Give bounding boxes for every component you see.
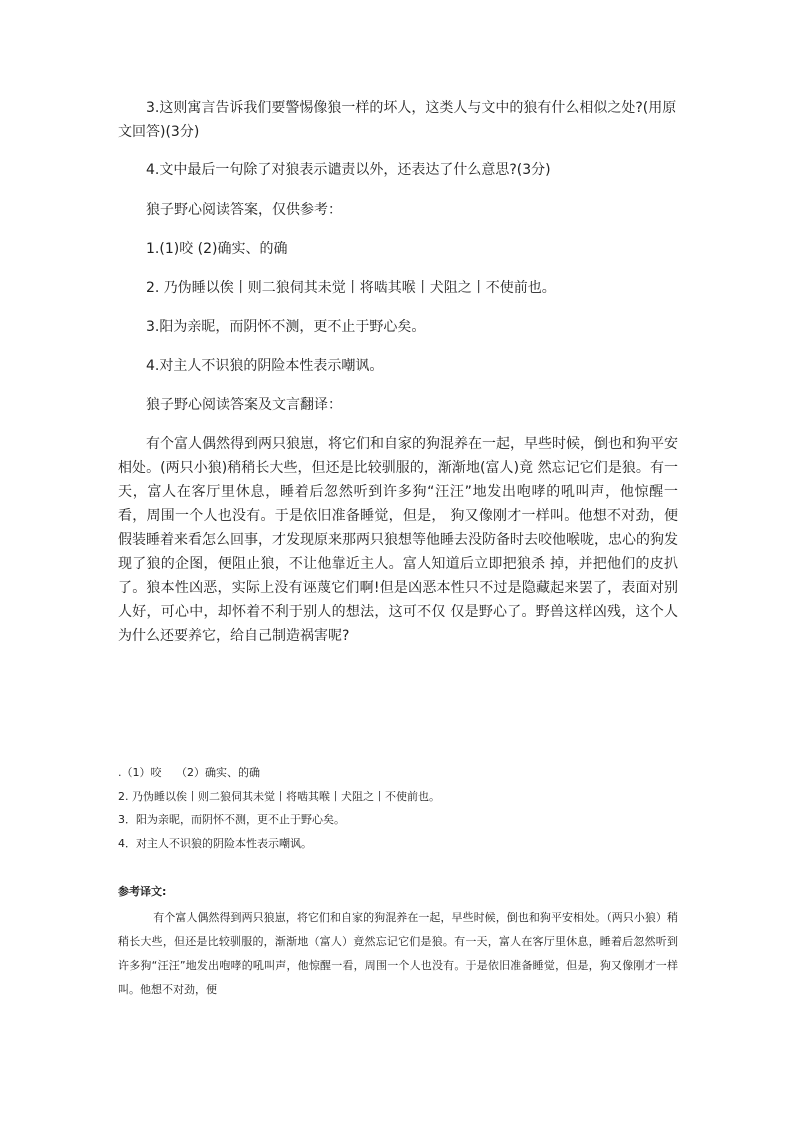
answer-2: 2. 乃伪睡以俟丨则二狼伺其未觉丨将啮其喉丨犬阻之丨不使前也。 <box>146 280 556 296</box>
answer-list-1: .（1）咬 （2）确实、的确 <box>118 766 260 779</box>
answer-3: 3.阳为亲昵，而阴怀不测，更不止于野心矣。 <box>146 319 426 335</box>
reference-heading: 参考译文: <box>118 885 167 898</box>
answer-list-4: 4．对主人不识狼的阴险本性表示嘲讽。 <box>118 837 312 850</box>
reference-translation: 有个富人偶然得到两只狼崽，将它们和自家的狗混养在一起，早些时候，倒也和狗平安相处。（两只小狼）稍稍长大些，但还是比较驯服的，渐渐地（富人）竟然忘记它们是狼。有一天，富人在客厅里休息，睡着后忽然听到许多狗“汪汪”地发出咆哮的吼叫声，他惊醒一看，周围一个人也没有。于是依旧准备睡觉，但是，狗又像刚才一样叫。他想不对劲，便 <box>118 911 678 996</box>
question-3: 3.这则寓言告诉我们要警惕像狼一样的坏人，这类人与文中的狼有什么相似之处?(用原文回答)(3分) <box>118 100 677 140</box>
answer-heading: 狼子野心阅读答案，仅供参考： <box>146 202 342 218</box>
answer-list-3: 3．阳为亲昵，而阴怀不测，更不止于野心矣。 <box>118 813 345 826</box>
translation-heading: 狼子野心阅读答案及文言翻译： <box>146 397 342 413</box>
answer-4: 4.对主人不识狼的阴险本性表示嘲讽。 <box>146 358 384 374</box>
answer-1: 1.(1)咬 (2)确实、的确 <box>146 241 288 257</box>
translation-paragraph: 有个富人偶然得到两只狼崽，将它们和自家的狗混养在一起，早些时候，倒也和狗平安相处。(两只小狼)稍稍长大些，但还是比较驯服的，渐渐地(富人)竟 然忘记它们是狼。有一天，富人在客厅里休息，睡着后忽然听到许多狗“汪汪”地发出咆哮的吼叫声，他惊醒一看，周围一个人也没有。于是依旧准备睡觉，但是， 狗又像刚才一样叫。他想不对劲，便假装睡着来看怎么回事，才发现原来那两只狼想等他睡去没防备时去咬他喉咙，忠心的狗发现了狼的企图，便阻止狼，不让他靠近主人。富人知道后立即把狼杀 掉，并把他们的皮扒了。狼本性凶恶，实际上没有诬蔑它们啊!但是凶恶本性只不过是隐藏起来罢了，表面对别人好，可心中，却怀着不利于别人的想法，这可不仅 仅是野心了。野兽这样凶残，这个人为什么还要养它，给自己制造祸害呢? <box>118 436 678 644</box>
answer-list-2: 2. 乃伪睡以俟丨则二狼伺其未觉丨将啮其喉丨犬阻之丨不使前也。 <box>118 790 440 803</box>
question-4: 4.文中最后一句除了对狼表示谴责以外，还表达了什么意思?(3分) <box>146 162 551 178</box>
